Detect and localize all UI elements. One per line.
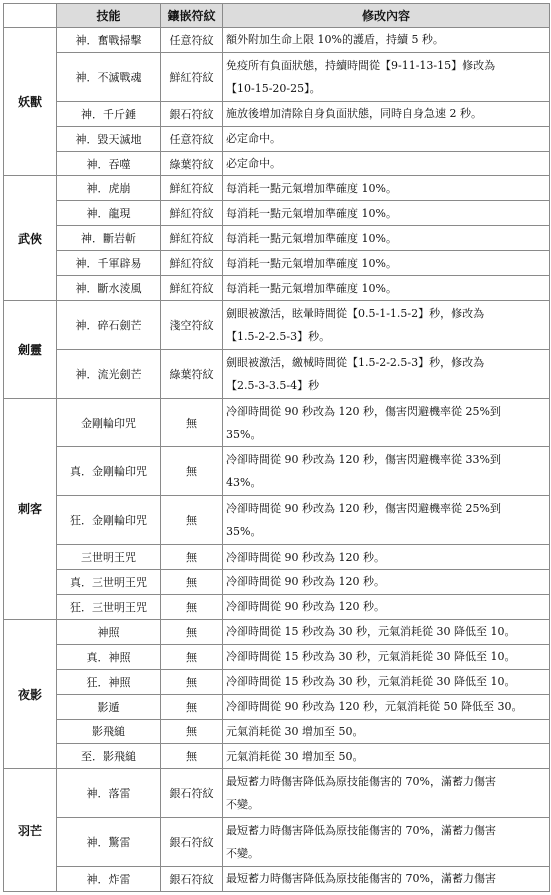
skill-cell: 神．碎石劍芒 bbox=[57, 301, 161, 350]
skill-change-table bbox=[3, 3, 550, 892]
table-row bbox=[4, 669, 550, 694]
header-change: 修改內容 bbox=[223, 4, 550, 28]
change-line: 最短蓄力時傷害降低為原技能傷害的 70%，滿蓄力傷害 bbox=[226, 872, 496, 886]
change-line: 元氣消耗從 30 增加至 50。 bbox=[226, 724, 364, 738]
change-line: 每消耗一點元氣增加準確度 10%。 bbox=[226, 231, 397, 245]
change-line: 最短蓄力時傷害降低為原技能傷害的 70%，滿蓄力傷害 bbox=[226, 775, 496, 789]
skill-cell: 神．驚雷 bbox=[57, 818, 161, 867]
table-row bbox=[4, 349, 550, 398]
change-line: 冷卻時間從 90 秒改為 120 秒，傷害閃避機率從 25%到 bbox=[226, 404, 501, 418]
change-cell bbox=[223, 694, 550, 719]
rune-cell: 銀石符紋 bbox=[161, 769, 223, 818]
change-cell bbox=[223, 276, 550, 301]
skill-cell: 金剛輪印咒 bbox=[57, 398, 161, 447]
change-cell bbox=[223, 447, 550, 496]
change-line: 【10-15-20-25】。 bbox=[226, 81, 321, 95]
change-line: 劍眼被激活，眩暈時間從【0.5-1-1.5-2】秒，修改為 bbox=[226, 306, 485, 320]
rune-cell: 任意符紋 bbox=[161, 126, 223, 151]
rune-cell: 無 bbox=[161, 447, 223, 496]
change-cell bbox=[223, 301, 550, 350]
skill-cell: 神．不滅戰魂 bbox=[57, 52, 161, 101]
table-row bbox=[4, 744, 550, 769]
rune-cell: 無 bbox=[161, 694, 223, 719]
skill-cell: 神．虎崩 bbox=[57, 176, 161, 201]
change-line: 每消耗一點元氣增加準確度 10%。 bbox=[226, 256, 397, 270]
table-row bbox=[4, 226, 550, 251]
change-cell bbox=[223, 176, 550, 201]
skill-cell: 神．千軍辟易 bbox=[57, 251, 161, 276]
header-corner bbox=[4, 4, 57, 28]
change-line: 冷卻時間從 90 秒改為 120 秒，傷害閃避機率從 25%到 bbox=[226, 502, 501, 516]
rune-cell: 無 bbox=[161, 719, 223, 744]
table-row bbox=[4, 52, 550, 101]
change-line: 冷卻時間從 90 秒改為 120 秒。 bbox=[226, 575, 385, 589]
change-line: 冷卻時間從 90 秒改為 120 秒，元氣消耗從 50 降低至 30。 bbox=[226, 700, 523, 714]
skill-cell: 狂．神照 bbox=[57, 669, 161, 694]
change-cell bbox=[223, 398, 550, 447]
change-line: 每消耗一點元氣增加準確度 10%。 bbox=[226, 281, 397, 295]
class-name-cell: 羽芒 bbox=[4, 769, 57, 892]
class-name-cell: 刺客 bbox=[4, 398, 57, 619]
change-cell bbox=[223, 496, 550, 545]
change-cell bbox=[223, 226, 550, 251]
header-skill: 技能 bbox=[57, 4, 161, 28]
rune-cell: 銀石符紋 bbox=[161, 101, 223, 126]
rune-cell: 綠葉符紋 bbox=[161, 349, 223, 398]
table-row bbox=[4, 301, 550, 350]
change-line: 冷卻時間從 15 秒改為 30 秒，元氣消耗從 30 降低至 10。 bbox=[226, 650, 516, 664]
table-row bbox=[4, 151, 550, 176]
table-row bbox=[4, 398, 550, 447]
change-cell bbox=[223, 349, 550, 398]
change-cell bbox=[223, 619, 550, 644]
change-line: 冷卻時間從 90 秒改為 120 秒。 bbox=[226, 600, 385, 614]
skill-cell: 神．流光劍芒 bbox=[57, 349, 161, 398]
class-name-cell: 武俠 bbox=[4, 176, 57, 301]
skill-cell: 狂．三世明王咒 bbox=[57, 594, 161, 619]
change-line: 不變。 bbox=[226, 798, 259, 812]
table-row bbox=[4, 447, 550, 496]
change-cell bbox=[223, 744, 550, 769]
skill-cell: 神．炸雷 bbox=[57, 866, 161, 891]
change-line: 額外附加生命上限 10%的護盾，持續 5 秒。 bbox=[226, 33, 444, 47]
change-cell bbox=[223, 126, 550, 151]
rune-cell: 無 bbox=[161, 398, 223, 447]
rune-cell: 鮮紅符紋 bbox=[161, 226, 223, 251]
change-cell bbox=[223, 101, 550, 126]
rune-cell: 綠葉符紋 bbox=[161, 151, 223, 176]
table-row bbox=[4, 176, 550, 201]
rune-cell: 無 bbox=[161, 669, 223, 694]
rune-cell: 任意符紋 bbox=[161, 28, 223, 53]
table-row bbox=[4, 619, 550, 644]
change-line: 35%。 bbox=[226, 427, 262, 441]
table-row bbox=[4, 201, 550, 226]
skill-cell: 影遁 bbox=[57, 694, 161, 719]
skill-cell: 真．三世明王咒 bbox=[57, 570, 161, 595]
table-row bbox=[4, 276, 550, 301]
change-line: 冷卻時間從 15 秒改為 30 秒，元氣消耗從 30 降低至 10。 bbox=[226, 675, 516, 689]
change-line: 冷卻時間從 15 秒改為 30 秒，元氣消耗從 30 降低至 10。 bbox=[226, 625, 516, 639]
rune-cell: 鮮紅符紋 bbox=[161, 276, 223, 301]
skill-cell: 神．龍現 bbox=[57, 201, 161, 226]
rune-cell: 鮮紅符紋 bbox=[161, 251, 223, 276]
rune-cell: 鮮紅符紋 bbox=[161, 201, 223, 226]
change-cell bbox=[223, 669, 550, 694]
skill-cell: 神．斷岩斬 bbox=[57, 226, 161, 251]
change-cell bbox=[223, 769, 550, 818]
skill-cell: 神．斷水淩風 bbox=[57, 276, 161, 301]
skill-cell: 真．神照 bbox=[57, 644, 161, 669]
change-line: 施放後增加清除自身負面狀態，同時自身急速 2 秒。 bbox=[226, 107, 482, 121]
change-line: 35%。 bbox=[226, 525, 262, 539]
change-line: 不變。 bbox=[226, 847, 259, 861]
change-cell bbox=[223, 866, 550, 891]
change-line: 元氣消耗從 30 增加至 50。 bbox=[226, 749, 364, 763]
rune-cell: 無 bbox=[161, 744, 223, 769]
skill-cell: 神．奮戰掃擊 bbox=[57, 28, 161, 53]
change-line: 冷卻時間從 90 秒改為 120 秒。 bbox=[226, 550, 385, 564]
change-cell bbox=[223, 28, 550, 53]
skill-cell: 神．吞噬 bbox=[57, 151, 161, 176]
change-line: 免疫所有負面狀態，持續時間從【9-11-13-15】修改為 bbox=[226, 58, 496, 72]
table-row bbox=[4, 126, 550, 151]
table-row bbox=[4, 545, 550, 570]
table-row bbox=[4, 570, 550, 595]
change-cell bbox=[223, 644, 550, 669]
change-line: 冷卻時間從 90 秒改為 120 秒，傷害閃避機率從 33%到 bbox=[226, 453, 501, 467]
change-cell bbox=[223, 251, 550, 276]
table-row bbox=[4, 818, 550, 867]
change-cell bbox=[223, 201, 550, 226]
table-row bbox=[4, 101, 550, 126]
table-body bbox=[4, 28, 550, 892]
change-line: 必定命中。 bbox=[226, 157, 281, 171]
skill-cell: 至．影飛縋 bbox=[57, 744, 161, 769]
table-row bbox=[4, 644, 550, 669]
header-row bbox=[4, 4, 550, 28]
class-name-cell: 妖獸 bbox=[4, 28, 57, 176]
skill-cell: 神．毀天滅地 bbox=[57, 126, 161, 151]
change-cell bbox=[223, 570, 550, 595]
rune-cell: 銀石符紋 bbox=[161, 866, 223, 891]
change-cell bbox=[223, 594, 550, 619]
change-line: 劍眼被激活，繳械時間從【1.5-2-2.5-3】秒，修改為 bbox=[226, 355, 485, 369]
rune-cell: 銀石符紋 bbox=[161, 818, 223, 867]
change-line: 【1.5-2-2.5-3】秒。 bbox=[226, 329, 331, 343]
rune-cell: 鮮紅符紋 bbox=[161, 52, 223, 101]
header-rune: 鑲嵌符紋 bbox=[161, 4, 223, 28]
table-row bbox=[4, 866, 550, 891]
class-name-cell: 劍靈 bbox=[4, 301, 57, 399]
rune-cell: 無 bbox=[161, 644, 223, 669]
rune-cell: 無 bbox=[161, 570, 223, 595]
change-line: 必定命中。 bbox=[226, 132, 281, 146]
rune-cell: 無 bbox=[161, 496, 223, 545]
table-row bbox=[4, 496, 550, 545]
skill-cell: 神照 bbox=[57, 619, 161, 644]
rune-cell: 無 bbox=[161, 594, 223, 619]
skill-cell: 神．千斤錘 bbox=[57, 101, 161, 126]
change-line: 【2.5-3-3.5-4】秒 bbox=[226, 378, 320, 392]
skill-cell: 三世明王咒 bbox=[57, 545, 161, 570]
change-cell bbox=[223, 719, 550, 744]
table-row bbox=[4, 694, 550, 719]
rune-cell: 無 bbox=[161, 619, 223, 644]
change-cell bbox=[223, 52, 550, 101]
change-line: 最短蓄力時傷害降低為原技能傷害的 70%，滿蓄力傷害 bbox=[226, 824, 496, 838]
change-line: 每消耗一點元氣增加準確度 10%。 bbox=[226, 181, 397, 195]
change-line: 43%。 bbox=[226, 476, 262, 490]
skill-cell: 影飛縋 bbox=[57, 719, 161, 744]
table-row bbox=[4, 769, 550, 818]
rune-cell: 鮮紅符紋 bbox=[161, 176, 223, 201]
rune-cell: 淺空符紋 bbox=[161, 301, 223, 350]
skill-cell: 神．落雷 bbox=[57, 769, 161, 818]
change-cell bbox=[223, 818, 550, 867]
change-cell bbox=[223, 545, 550, 570]
table-row bbox=[4, 28, 550, 53]
table-row bbox=[4, 719, 550, 744]
skill-cell: 真．金剛輪印咒 bbox=[57, 447, 161, 496]
table-row bbox=[4, 594, 550, 619]
rune-cell: 無 bbox=[161, 545, 223, 570]
class-name-cell: 夜影 bbox=[4, 619, 57, 769]
change-cell bbox=[223, 151, 550, 176]
change-line: 每消耗一點元氣增加準確度 10%。 bbox=[226, 206, 397, 220]
skill-cell: 狂．金剛輪印咒 bbox=[57, 496, 161, 545]
table-row bbox=[4, 251, 550, 276]
